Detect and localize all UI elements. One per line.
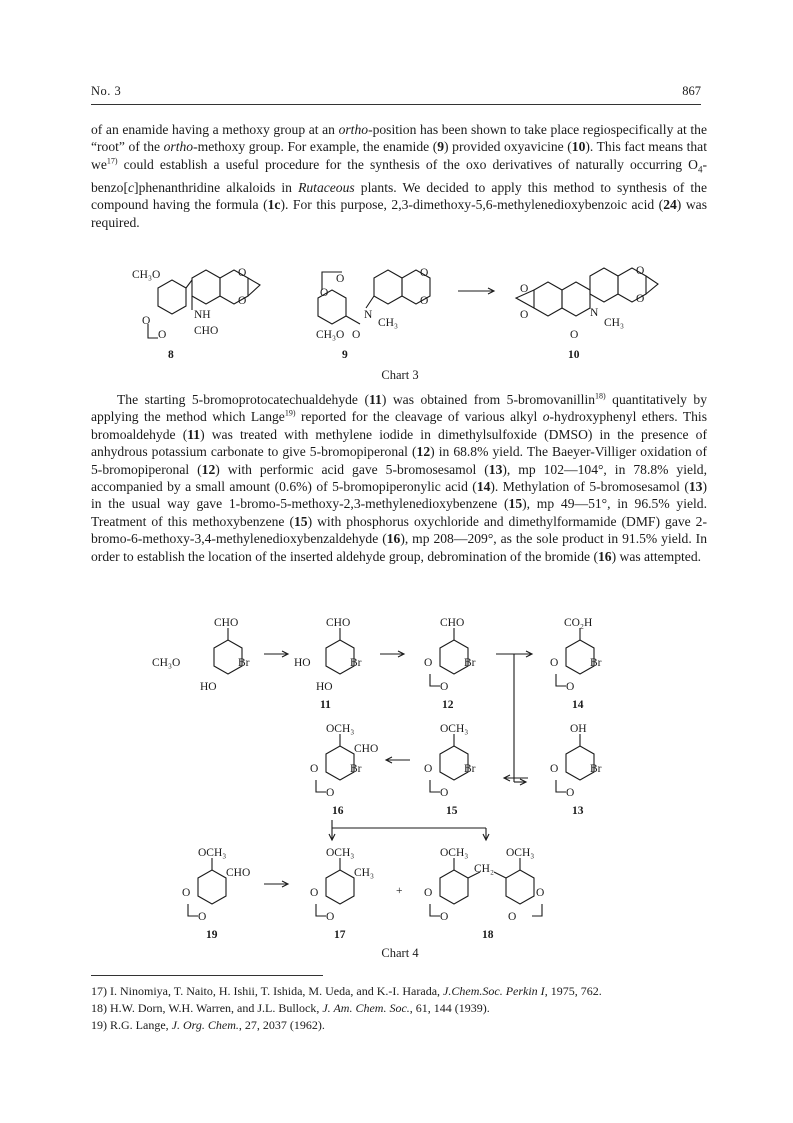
svg-text:O: O <box>326 911 335 923</box>
compound-13 <box>550 723 602 817</box>
svg-text:O: O <box>320 287 329 299</box>
svg-text:O: O <box>352 329 361 341</box>
header-rule <box>91 104 701 105</box>
svg-text:O: O <box>636 293 645 305</box>
compound-18 <box>424 847 544 941</box>
svg-text:HO: HO <box>200 681 217 693</box>
svg-text:O: O <box>520 309 529 321</box>
compound-5-bromovanillin <box>152 617 250 693</box>
svg-text:O: O <box>566 787 575 799</box>
svg-text:CH₃: CH₃ <box>354 867 374 879</box>
svg-text:O: O <box>520 283 529 295</box>
arrow-3 <box>386 757 410 763</box>
footnote-rule <box>91 975 323 976</box>
svg-text:O: O <box>238 295 247 307</box>
svg-text:N: N <box>364 309 373 321</box>
svg-text:O: O <box>310 763 319 775</box>
svg-text:CHO: CHO <box>326 617 351 629</box>
svg-text:CH₂: CH₂ <box>474 863 494 875</box>
svg-text:OCH₃: OCH₃ <box>506 847 535 859</box>
arrow-1 <box>264 651 288 657</box>
compound-11 <box>294 617 362 711</box>
svg-text:O: O <box>440 681 449 693</box>
paragraph-intro: of an enamide having a methoxy group at an ortho-position has been shown to take place regiospecifically at the “root” of the ortho-methoxy group. For example, the enamide (9) provided oxyavicine (10). This fact means that $we^{17)}$ could establish a useful procedure for the synthesis of the oxo derivatives of naturally occurring $O_4-benzo[c]phenanthridine$ alkaloids in Rutaceous plants. We decided to apply this method to synthesis of the compound having the formula (1c). For this purpose, 2,3-dimethoxy-5,6-methylenedioxybenzoic acid (24) was required. <box>91 122 707 230</box>
compound-14 <box>550 617 602 711</box>
svg-text:8: 8 <box>168 349 174 361</box>
svg-text:O: O <box>158 329 167 341</box>
reaction-arrow <box>458 288 494 294</box>
svg-text:Br: Br <box>464 763 476 775</box>
svg-text:O: O <box>566 681 575 693</box>
svg-text:18: 18 <box>482 929 494 941</box>
arrow-5 <box>264 881 288 887</box>
svg-text:O: O <box>420 267 429 279</box>
chart-4-structures <box>140 614 640 944</box>
svg-text:O: O <box>636 265 645 277</box>
svg-text:O: O <box>310 887 319 899</box>
svg-text:14: 14 <box>572 699 584 711</box>
svg-text:O: O <box>326 787 335 799</box>
svg-text:9: 9 <box>342 349 348 361</box>
svg-text:CH₃O: CH₃O <box>132 269 161 281</box>
footnote-17: 17) I. Ninomiya, T. Naito, H. Ishii, T. Ishida, M. Ueda, and K.-I. Harada, J.Chem.Soc. Perkin I, 1975, 762. <box>91 984 602 998</box>
svg-text:16: 16 <box>332 805 344 817</box>
svg-text:O: O <box>550 657 559 669</box>
svg-text:O: O <box>550 763 559 775</box>
compound-15 <box>424 723 476 817</box>
svg-text:OCH₃: OCH₃ <box>326 723 355 735</box>
svg-text:O: O <box>440 911 449 923</box>
svg-text:CHO: CHO <box>214 617 239 629</box>
svg-text:Br: Br <box>350 657 362 669</box>
svg-text:O: O <box>424 657 433 669</box>
svg-text:CH₃: CH₃ <box>378 317 398 329</box>
svg-text:HO: HO <box>294 657 311 669</box>
arrow-2 <box>380 651 404 657</box>
compound-8 <box>132 267 260 361</box>
arrow-4 <box>504 775 528 781</box>
svg-text:O: O <box>570 329 579 341</box>
svg-text:O: O <box>238 267 247 279</box>
compound-9 <box>316 267 430 361</box>
svg-text:10: 10 <box>568 349 580 361</box>
compound-17 <box>310 847 374 941</box>
svg-text:CH₃: CH₃ <box>604 317 624 329</box>
svg-text:HO: HO <box>316 681 333 693</box>
svg-text:CO₂H: CO₂H <box>564 617 593 629</box>
svg-text:CHO: CHO <box>194 325 219 337</box>
footnote-19: 19) R.G. Lange, J. Org. Chem., 27, 2037 (1962). <box>91 1018 325 1032</box>
svg-text:O: O <box>440 787 449 799</box>
page-number: 867 <box>682 84 701 98</box>
journal-issue-number: No. 3 <box>91 84 122 98</box>
svg-text:O: O <box>198 911 207 923</box>
svg-text:Br: Br <box>350 763 362 775</box>
svg-text:CHO: CHO <box>440 617 465 629</box>
svg-text:O: O <box>420 295 429 307</box>
footnotes <box>91 983 721 1034</box>
svg-text:O: O <box>336 273 345 285</box>
paragraph-synthesis: The starting 5-bromoprotocatechualdehyde (11) was obtained from 5-bromovanillin$^{18)}$ quantitatively by applying the method which Lange$^{19)}$ reported for the cleavage of various alkyl o-hydroxyphenyl ethers. This bromoaldehyde (11) was treated with methylene iodide in dimethylsulfoxide (DMSO) in the presence of anhydrous potassium carbonate to give 5-bromopiperonal (12) in 68.8% yield. The Baeyer-Villiger oxidation of 5-bromopiperonal (12) with performic acid gave 5-bromosesamol (13), mp 102—104°, in 78.8% yield, accompanied by a small amount (0.6%) of 5-bromopiperonylic acid (14). Methylation of 5-bromosesamol (13) in the usual way gave 1-bromo-5-methoxy-2,3-methylenedioxybenzene (15), mp 49—51°, in 96.5% yield. Treatment of this methoxybenzene (15) with phosphorus oxychloride and dimethylformamide (DMF) gave 2-bromo-6-methoxy-3,4-methylenedioxybenzaldehyde (16), mp 208—209°, as the sole product in 91.5% yield. In order to establish the location of the inserted aldehyde group, debromination of the bromide (16) was attempted. <box>91 391 708 564</box>
svg-text:OH: OH <box>570 723 587 735</box>
compound-12 <box>424 617 476 711</box>
svg-text:12: 12 <box>442 699 454 711</box>
chart-3-structures <box>120 258 700 368</box>
svg-text:17: 17 <box>334 929 346 941</box>
svg-text:N: N <box>590 307 599 319</box>
compound-10 <box>516 265 658 361</box>
svg-text:O: O <box>424 887 433 899</box>
svg-text:Br: Br <box>590 763 602 775</box>
svg-text:NH: NH <box>194 309 211 321</box>
svg-text:O: O <box>424 763 433 775</box>
svg-text:CHO: CHO <box>226 867 251 879</box>
svg-text:O: O <box>182 887 191 899</box>
svg-text:15: 15 <box>446 805 458 817</box>
svg-text:11: 11 <box>320 699 331 711</box>
svg-text:13: 13 <box>572 805 584 817</box>
arrow-branch-down <box>329 820 489 840</box>
svg-text:OCH₃: OCH₃ <box>440 847 469 859</box>
chart-3-caption: Chart 3 <box>381 368 419 382</box>
svg-text:OCH₃: OCH₃ <box>326 847 355 859</box>
svg-text:Br: Br <box>590 657 602 669</box>
chart-4-caption: Chart 4 <box>381 946 419 960</box>
svg-text:OCH₃: OCH₃ <box>198 847 227 859</box>
svg-text:Br: Br <box>464 657 476 669</box>
svg-text:CH₃O: CH₃O <box>152 657 181 669</box>
plus-sign: + <box>396 885 403 897</box>
svg-text:O: O <box>142 315 151 327</box>
svg-text:OCH₃: OCH₃ <box>440 723 469 735</box>
svg-text:O: O <box>536 887 545 899</box>
footnote-18: 18) H.W. Dorn, W.H. Warren, and J.L. Bullock, J. Am. Chem. Soc., 61, 144 (1939). <box>91 1001 490 1015</box>
svg-text:O: O <box>508 911 517 923</box>
svg-text:Br: Br <box>238 657 250 669</box>
compound-19 <box>182 847 250 941</box>
arrow-branch <box>496 651 532 785</box>
page-header <box>91 84 701 104</box>
svg-text:19: 19 <box>206 929 218 941</box>
svg-text:CH₃O: CH₃O <box>316 329 345 341</box>
svg-text:CHO: CHO <box>354 743 379 755</box>
compound-16 <box>310 723 378 817</box>
